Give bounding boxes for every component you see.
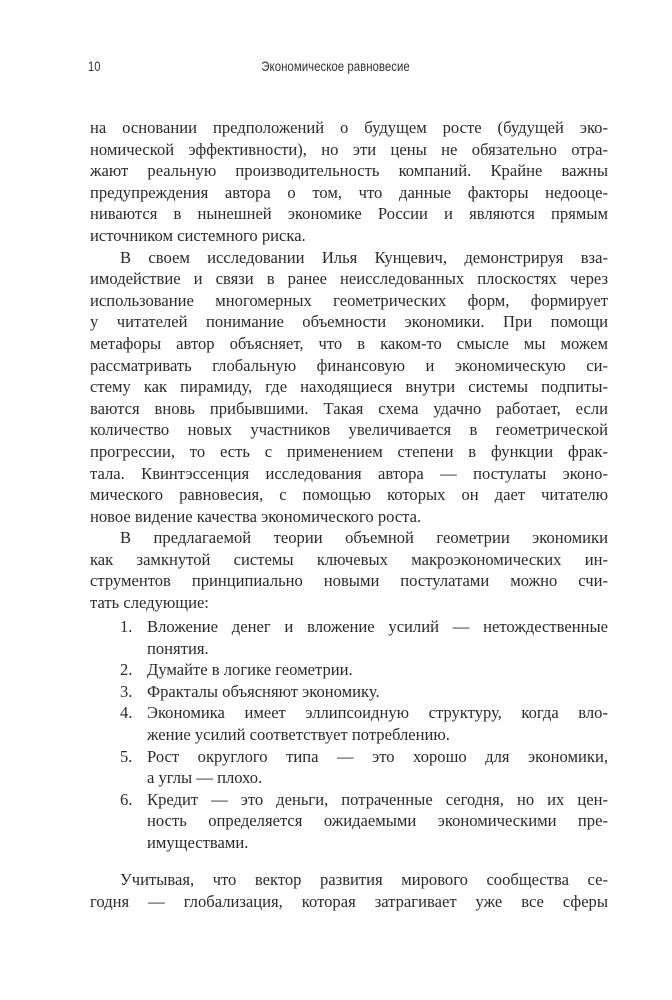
list-number: 1. [120,617,133,636]
text-line: имуществами. [147,832,249,852]
body-text-bottom [90,869,608,912]
list-number: 3. [120,681,133,701]
text-line: жение усилий соответствует потреблению. [147,724,450,744]
list-number: 2. [120,660,133,680]
running-title-text: Экономическое равновесие [261,58,411,74]
text-line: Рост округлого типа — это хорошо для экономики, [147,746,608,766]
running-title [0,58,672,74]
list-number: 6. [120,789,133,809]
text-line: Вложение денег и вложение усилий — нетождественные [147,617,608,636]
text-line: тать следующие: [90,593,209,613]
text-line: ность определяется ожидаемыми экономическими пре- [147,811,608,831]
list-item [120,789,608,854]
text-line: на основании предположений о будущем росте (будущей эко- [90,118,608,137]
text-line: у читателей понимание объемности экономики. При помощи [90,312,608,332]
list-item [120,746,608,789]
text-line: имодействие и связи в ранее неисследованных плоскостях через [90,269,608,289]
text-line: метафоры автор объясняет, что в каком-то смысле мы можем [90,333,608,353]
text-line: количество новых участников увеличивается в геометрической [90,420,608,440]
text-line: Фракталы объясняют экономику. [147,681,380,701]
text-line: струментов принципиально новыми постулатами можно счи- [90,571,608,591]
text-line: номической эффективности), но эти цены не обязательно отра- [90,139,608,159]
text-line: Экономика имеет эллипсоидную структуру, когда вло- [147,703,608,723]
text-line: В предлагаемой теории объемной геометрии экономики [120,528,608,548]
body-text-top [90,117,608,614]
paragraph [90,247,608,528]
text-line: стему как пирамиду, где находящиеся внутри системы подпиты- [90,377,608,397]
text-line: ваются вновь прибывшими. Такая схема удачно работает, если [90,398,608,418]
text-line: жают реальную производительность компаний. Крайне важны [90,161,608,181]
list-number: 4. [120,703,133,723]
list-item [120,616,608,659]
text-line: предупреждения автора о том, что данные факторы недооце- [90,182,608,202]
text-line: годня — глобализация, которая затрагивает уже все сферы [90,891,608,911]
list-item [120,659,608,681]
text-line: новое видение качества экономического роста. [90,506,422,526]
text-line: рассматривать глобальную финансовую и экономическую си- [90,355,608,375]
page-number: 10 [88,58,101,74]
text-line: как замкнутой системы ключевых макроэкономических ин- [90,549,608,569]
list-number: 5. [120,746,133,766]
text-line: Кредит — это деньги, потраченные сегодня, но их цен- [147,789,608,809]
text-line: тала. Квинтэссенция исследования автора — постулаты эконо- [90,463,608,483]
text-line: использование многомерных геометрических форм, формирует [90,290,608,310]
text-line: Думайте в логике геометрии. [147,660,353,680]
text-line: прогрессии, то есть с применением степени в функции фрак- [90,441,608,461]
paragraph [90,117,608,247]
text-line: понятия. [147,638,209,658]
paragraph [90,527,608,613]
text-line: источником системного риска. [90,225,306,245]
text-line: мического равновесия, с помощью которых он дает читателю [90,485,608,505]
postulates-list [120,616,608,854]
list-item [120,702,608,745]
text-line: а углы — плохо. [147,768,263,788]
text-line: Учитывая, что вектор развития мирового сообщества се- [120,870,608,889]
text-line: В своем исследовании Илья Кунцевич, демонстрируя вза- [120,247,608,267]
text-line: ниваются в нынешней экономике России и являются прямым [90,204,608,224]
list-item [120,681,608,703]
